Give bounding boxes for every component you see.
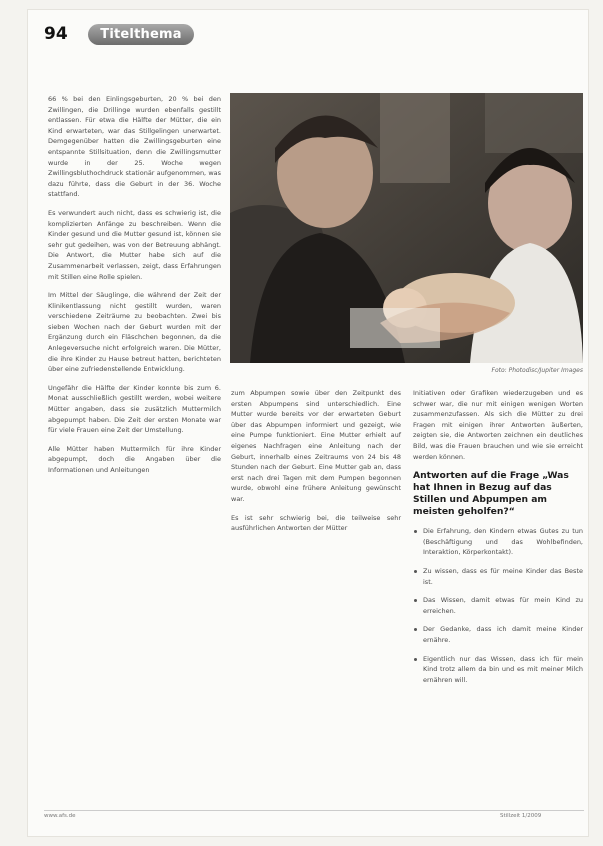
footer-issue: Stillzeit 1/2009 [500, 813, 542, 819]
photo-illustration [230, 93, 583, 363]
footer-website: www.afs.de [44, 813, 76, 819]
list-item: Zu wissen, dass es für meine Kinder das Beste ist. [423, 566, 583, 586]
paragraph: Im Mittel der Säuglinge, die während der Zeit der Klinikentlassung nicht gestillt wurden, waren verschiedene Zeiträume zu beobachten. Zwei bis sieben Wochen nach der Geburt wurden mit der Ergänzung durch ein Fläschchen begonnen, da die Anlegeversuche nicht erfolgreich waren. Die Mütter, die ihre Kinder zu Hause betreut hatten, berichteten über eine zufriedenstellende Entwicklung. [48, 291, 221, 374]
right-text-column [413, 388, 583, 693]
list-item: Der Gedanke, dass ich damit meine Kinder ernähre. [423, 625, 583, 644]
paragraph: Es ist sehr schwierig bei, die teilweise sehr ausführlichen Antworten der Mütter [231, 513, 401, 533]
paragraph: Alle Mütter haben Muttermilch für ihre Kinder abgepumpt, doch die Angaben über die Informationen und Anleitungen [48, 444, 221, 474]
photo-credit: Foto: Photodisc/Jupiter Images [491, 367, 583, 374]
left-text-column [48, 94, 221, 484]
answer-list [413, 526, 583, 685]
paragraph: Es verwundert auch nicht, dass es schwierig ist, die komplizierten Anfänge zu beschreiben. Wenn die Kinder gesund und die Mutter gesund ist, können sie sehr gut gedeihen, was von der Betreuung abhängt. Die Antwort, die Mutter habe sich auf die Zusammenarbeit verlassen, zeigt, dass Erfahrungen mit Stillen eine Rolle spielen. [48, 208, 221, 281]
middle-text-column [231, 388, 401, 542]
list-item: Das Wissen, damit etwas für mein Kind zu erreichen. [423, 596, 583, 615]
page-number: 94 [44, 24, 68, 44]
paragraph: 66 % bei den Einlingsgeburten, 20 % bei den Zwillingen, die Drillinge wurden ebenfalls gestillt entlassen. Für etwa die Hälfte der Mütter, die ein Kind erwarteten, war das Stillgelingen unerwartet. Demgegenüber hatten die Zwillingsgeburten eine entspannte Stillsituation, denn die Zwillingsmutter wurde in der 25. Woche wegen Zwillingsbluthochdruck stationär aufgenommen, was dazu führte, dass die Geburt in der 36. Woche stattfand. [48, 95, 221, 199]
paragraph: Ungefähr die Hälfte der Kinder konnte bis zum 6. Monat ausschließlich gestillt werden, wobei weitere Mütter angaben, dass sie zusätzlich Muttermilch abgepumpt haben. Die Zeit der ersten Monate war für viele Frauen eine Zeit der Umstellung. [48, 383, 221, 435]
section-title-badge: Titelthema [88, 24, 194, 45]
section-subheading: Antworten auf die Frage „Was hat Ihnen in Bezug auf das Stillen und Abpumpen am meisten geholfen?“ [413, 470, 569, 518]
list-item: Die Erfahrung, den Kindern etwas Gutes zu tun (Beschäftigung und das Wohlbefinden, Interaktion, Körperkontakt). [423, 527, 583, 557]
list-item: Eigentlich nur das Wissen, dass ich für mein Kind trotz allem da bin und es mit meiner Milch ernähren will. [423, 654, 583, 684]
article-photo [230, 93, 583, 363]
paragraph: Initiativen oder Grafiken wiederzugeben und es schwer war, die nur mit einigen wenigen Worten zusammenzufassen. Als sich die Mütter zu drei Fragen mit einigen ihrer Antworten äußerten, zeigten sie, die Antworten zeichnen ein deutliches Bild, was die Frauen brauchen und wie sie erreicht werden können. [413, 389, 583, 461]
paragraph: zum Abpumpen sowie über den Zeitpunkt des ersten Abpumpens sind unterschiedlich. Eine Mutter wurde bereits vor der erwarteten Geburt über das Abpumpen informiert und gezeigt, wie eine Pumpe funktioniert. Eine Mutter erhielt auf eigenes Nachfragen eine Anleitung nach der Geburt, innerhalb eines Zeitraums von 24 bis 48 Stunden nach der Geburt. Eine Mutter gab an, dass erst nach drei Tagen mit dem Pumpen begonnen wurde, obwohl eine frühere Anleitung gewünscht war. [231, 389, 401, 503]
footer-divider [44, 810, 584, 811]
